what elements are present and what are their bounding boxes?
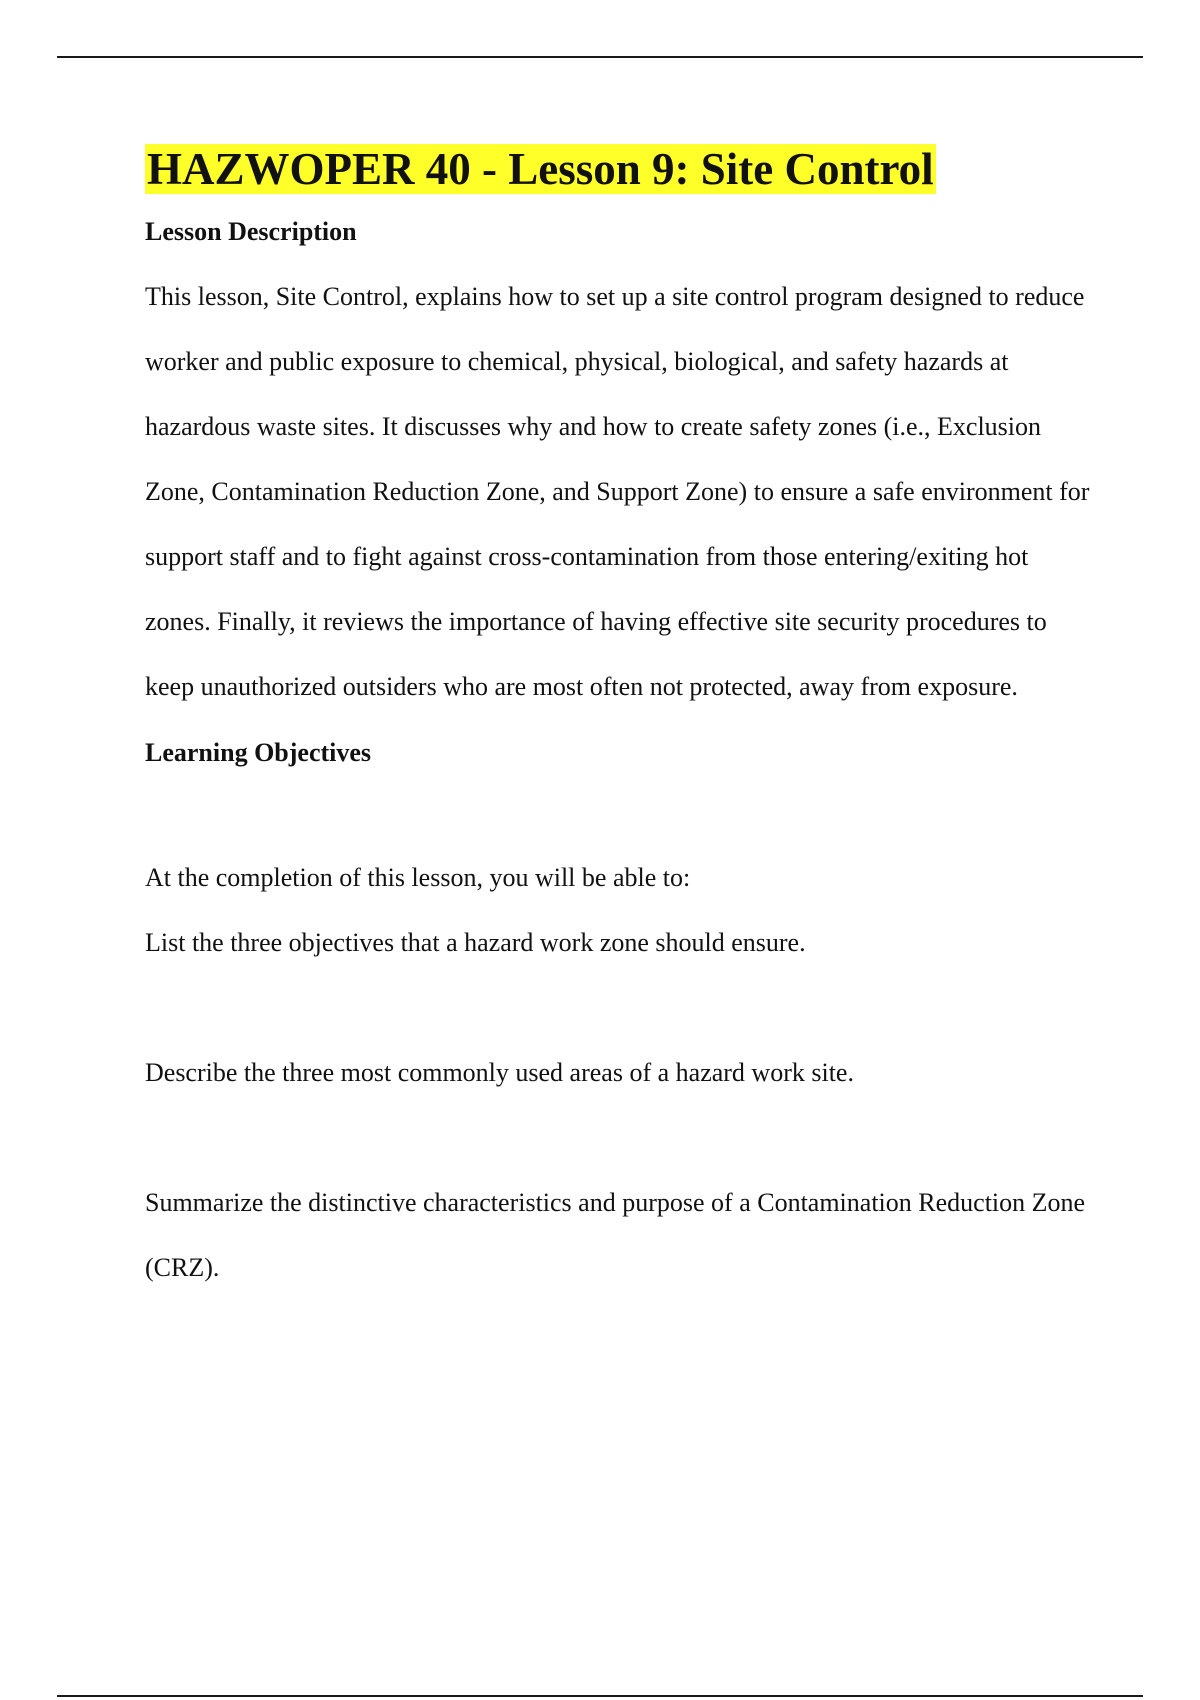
document-title	[145, 140, 1095, 198]
objectives-section	[145, 845, 1095, 1300]
learning-objectives-heading: Learning Objectives	[145, 738, 372, 767]
top-rule	[57, 56, 1143, 58]
lesson-description-text: This lesson, Site Control, explains how to set up a site control program designed to reduce worker and public exposure to chemical, physical, biological, and safety hazards at hazardous waste sites. It discusses why and how to create safety zones (i.e., Exclusion Zone, Contamination Reduction Zone, and Support Zone) to ensure a safe environment for support staff and to fight against cross-contamination from those entering/exiting hot zones. Finally, it reviews the importance of having effective site security procedures to keep unauthorized outsiders who are most often not protected, away from exposure.	[145, 282, 1090, 701]
document-body	[145, 140, 1095, 1300]
objective-item: Describe the three most commonly used areas of a hazard work site.	[145, 1058, 854, 1087]
objectives-intro: At the completion of this lesson, you will be able to:	[145, 863, 691, 892]
title-highlight: HAZWOPER 40 - Lesson 9: Site Control	[147, 144, 934, 194]
objective-item: Summarize the distinctive characteristics and purpose of a Contamination Reduction Zone (CRZ).	[145, 1188, 1086, 1282]
objective-item: List the three objectives that a hazard work zone should ensure.	[145, 928, 806, 957]
bottom-rule	[57, 1695, 1143, 1697]
lesson-description-heading: Lesson Description	[145, 217, 357, 246]
